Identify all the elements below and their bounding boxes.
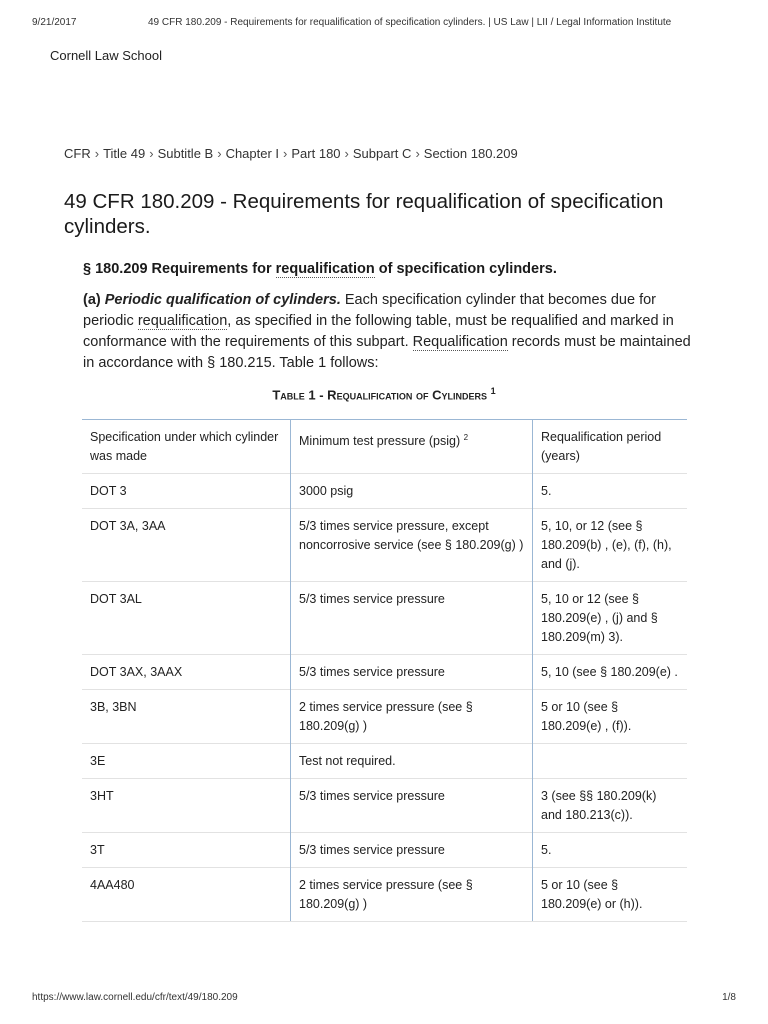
breadcrumb-part[interactable]: Part 180 [291,146,341,161]
table-cell: 5 or 10 (see § 180.209(e) or (h)). [533,868,688,922]
breadcrumb [64,146,518,161]
print-url: https://www.law.cornell.edu/cfr/text/49/180.209 [32,992,238,1003]
table-cell: DOT 3A, 3AA [82,509,291,582]
definition-term-link[interactable]: Requalification [412,334,508,350]
breadcrumb-separator: › [283,146,288,161]
print-page-number: 1/8 [722,992,736,1003]
table-row [82,744,687,779]
table-cell: 3B, 3BN [82,690,291,744]
table-caption-text: Table 1 - Requalification of Cylinders [272,387,488,403]
table-cell: 5. [533,833,688,868]
table-cell: 5/3 times service pressure [291,655,533,690]
table-header-row [82,420,687,474]
header-cell-text: Minimum test pressure (psig) [299,434,461,449]
table-cell [533,744,688,779]
table-cell: DOT 3 [82,474,291,509]
table-cell: 5/3 times service pressure, except noncorrosive service (see § 180.209(g) ) [291,509,533,582]
table-cell: 5, 10, or 12 (see § 180.209(b) , (e), (f), (h), and (j). [533,509,688,582]
paragraph-label: (a) [83,292,101,308]
table-cell: 5. [533,474,688,509]
table-cell: DOT 3AX, 3AAX [82,655,291,690]
breadcrumb-subpart[interactable]: Subpart C [352,146,412,161]
table-cell: 3 (see §§ 180.209(k) and 180.213(c)). [533,779,688,833]
paragraph-text: records must be maintained in accordance with § 180.215. Table 1 follows: [83,334,691,371]
footnote-ref[interactable]: 1 [490,386,496,396]
section-heading-suffix: of specification cylinders. [374,261,557,277]
paragraph-heading: Periodic qualification of cylinders. [104,292,341,308]
table-cell: DOT 3AL [82,582,291,655]
header-cell: Specification under which cylinder was made [82,420,291,474]
table-cell: 2 times service pressure (see § 180.209(g) ) [291,868,533,922]
breadcrumb-title[interactable]: Title 49 [103,146,146,161]
section-heading [83,261,557,277]
definition-term-link[interactable]: requalification [137,313,228,329]
table-row [82,833,687,868]
breadcrumb-separator: › [344,146,349,161]
table-cell: 5/3 times service pressure [291,833,533,868]
breadcrumb-chapter[interactable]: Chapter I [225,146,280,161]
table-cell: 3HT [82,779,291,833]
table-cell: 5, 10 (see § 180.209(e) . [533,655,688,690]
table-row [82,474,687,509]
table-cell: 3E [82,744,291,779]
table-cell: 5/3 times service pressure [291,582,533,655]
site-logo-text[interactable]: Cornell Law School [50,48,163,63]
header-cell: Requalification period (years) [533,420,688,474]
table-cell: 4AA480 [82,868,291,922]
breadcrumb-cfr[interactable]: CFR [64,146,91,161]
requalification-table [82,419,687,922]
breadcrumb-separator: › [94,146,100,161]
table-cell: 3T [82,833,291,868]
table-cell: 2 times service pressure (see § 180.209(g) ) [291,690,533,744]
table-row [82,779,687,833]
footnote-ref[interactable]: 2 [463,433,469,442]
table-row [82,868,687,922]
table-caption [0,386,768,402]
table-cell: 5 or 10 (see § 180.209(e) , (f)). [533,690,688,744]
print-page-title: 49 CFR 180.209 - Requirements for requalification of specification cylinders. | US Law | LII / Legal Information Institute [148,17,672,28]
table-cell: 3000 psig [291,474,533,509]
paragraph-text: , as specified in the following table, must be requalified and marked in conformance with the requirements of this subpart. [83,313,674,350]
table-cell: 5/3 times service pressure [291,779,533,833]
breadcrumb-current: Section 180.209 [423,146,518,161]
paragraph-a [83,290,693,374]
section-heading-prefix: § 180.209 Requirements for [83,261,276,277]
table-row [82,509,687,582]
paragraph-text: Each specification cylinder that becomes due for periodic [83,292,656,329]
print-date: 9/21/2017 [32,17,77,28]
breadcrumb-separator: › [415,146,420,161]
breadcrumb-separator: › [217,146,222,161]
breadcrumb-subtitle[interactable]: Subtitle B [157,146,214,161]
header-cell [291,420,533,474]
page-title: 49 CFR 180.209 - Requirements for requalification of specification cylinders. [64,190,664,238]
table-row [82,690,687,744]
table-row [82,582,687,655]
table-cell: Test not required. [291,744,533,779]
breadcrumb-separator: › [149,146,154,161]
table-cell: 5, 10 or 12 (see § 180.209(e) , (j) and § 180.209(m) 3). [533,582,688,655]
definition-term-link[interactable]: requalification [275,261,375,277]
table-row [82,655,687,690]
print-header [0,17,768,33]
